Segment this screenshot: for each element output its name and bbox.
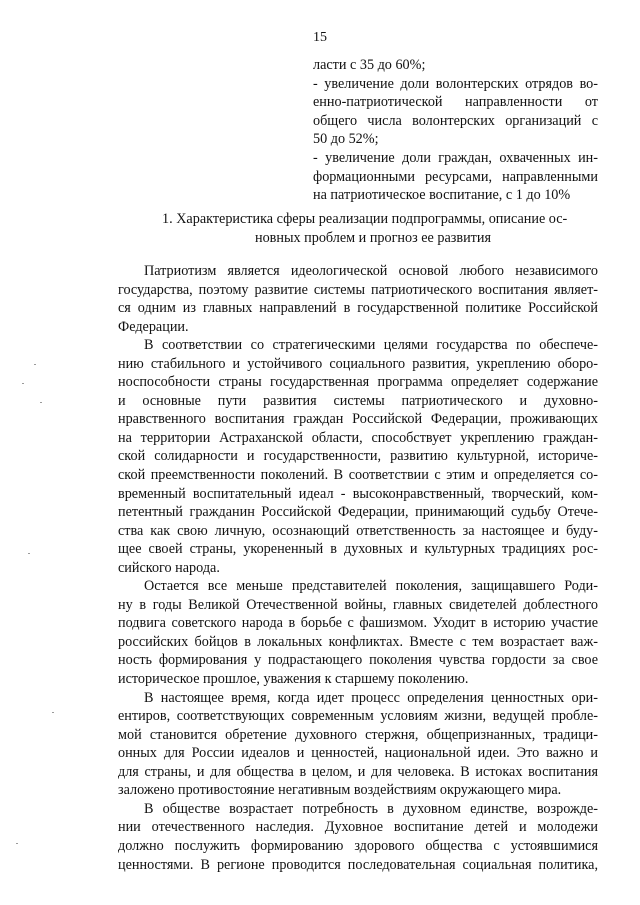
text-line: сийского народа.: [118, 559, 220, 576]
text-line: носпособности страны государственная программа определяет содержание: [118, 374, 598, 391]
text-line: временный воспитательный идеал - высоконравственный, творческий, ком-: [118, 485, 598, 502]
text-line: ства как свою личную, осознающий ответственность за настоящее и буду-: [118, 522, 598, 539]
goal-line: - увеличение доли граждан, охваченных ин-: [313, 149, 598, 166]
text-line: В обществе возрастает потребность в духовном единстве, возрожде-: [144, 800, 598, 817]
text-line: заложено противостояние негативным воздействиям окружающего мира.: [118, 782, 562, 799]
text-line: нии отечественного наследия. Духовное воспитание детей и молодежи: [118, 819, 598, 836]
text-line: В настоящее время, когда идет процесс определения ценностных ори-: [144, 689, 598, 706]
text-line: нравственного воспитания граждан Российской Федерации, проживающих: [118, 411, 598, 428]
text-line: В соответствии со стратегическими целями государства по обеспече-: [144, 337, 598, 354]
text-line: ценностями. В регионе проводится последовательная социальная политика,: [118, 856, 598, 873]
text-line: и основные пути развития системы патриотического и духовно-: [118, 392, 598, 409]
text-line: нию стабильного и устойчивого социального развития, укреплению оборо-: [118, 355, 598, 372]
goal-line: общего числа волонтерских организаций с: [313, 112, 598, 129]
text-line: историческое прошлое, уважения к старшему поколению.: [118, 671, 469, 688]
text-line: должно послужить формированию здорового общества с устоявшимися: [118, 837, 598, 854]
goal-line: на патриотическое воспитание, с 1 до 10%: [313, 187, 571, 204]
text-line: подвига советского народа в борьбе с фашизмом. Уходит в историю участие: [118, 615, 598, 632]
text-line: ну в годы Великой Отечественной войны, главных свидетелей доблестного: [118, 596, 598, 613]
text-line: онных для России идеалов и ценностей, национальной идеи. Это важно и: [118, 745, 598, 762]
text-line: на территории Астраханской области, способствует укреплению граждан-: [118, 429, 598, 446]
body-text: [118, 262, 598, 874]
text-line: петентный гражданин Российской Федерации, принимающий судьбу Отече-: [118, 504, 598, 521]
paragraph: [118, 336, 598, 577]
text-line: ской солидарности и государственности, развитию культурной, историче-: [118, 448, 598, 465]
page-number: 15: [313, 30, 327, 45]
text-line: Патриотизм является идеологической основой любого независимого: [144, 263, 598, 279]
section-heading-line-1: 1. Характеристика сферы реализации подпрограммы, описание ос-: [162, 211, 568, 227]
goal-line: енно-патриотической направленности от: [313, 94, 598, 111]
goal-line: - увеличение доли волонтерских отрядов во-: [313, 75, 598, 92]
text-line: Федерации.: [118, 318, 189, 335]
goal-line: ласти с 35 до 60%;: [313, 57, 426, 73]
paragraph: [118, 689, 598, 800]
goal-line: 50 до 52%;: [313, 131, 379, 148]
text-line: российских бойцов в локальных конфликтах. Вместе с тем возрастает важ-: [118, 633, 598, 650]
text-line: ность формирования у подрастающего поколения чувства гордости за свое: [118, 652, 598, 669]
paragraph: [118, 262, 598, 336]
text-line: государства, поэтому развитие системы патриотического воспитания являет-: [118, 281, 598, 298]
text-line: ской преемственности поколений. В соответствии с этим и определяется со-: [118, 467, 598, 484]
text-line: мой становится обретение духовного стержня, общепризнанных, традици-: [118, 726, 598, 743]
text-line: ентиров, соответствующих современным условиям жизни, ведущей пробле-: [118, 708, 598, 725]
paragraph: [118, 577, 598, 688]
text-line: щее своей страны, укорененный в духовных и культурных традициях рос-: [118, 541, 598, 558]
section-heading-line-2: новных проблем и прогноз ее развития: [254, 229, 492, 246]
text-line: ся одним из главных направлений в государственной политике Российской: [118, 300, 598, 317]
section-heading: [118, 210, 598, 247]
target-indicators-list: [313, 56, 598, 205]
text-line: Остается все меньше представителей поколения, защищавшего Роди-: [144, 578, 598, 595]
text-line: для страны, и для общества в целом, и для человека. В истоках воспитания: [118, 763, 598, 780]
paragraph: [118, 800, 598, 874]
goal-line: формационными ресурсами, направленными: [313, 168, 598, 185]
